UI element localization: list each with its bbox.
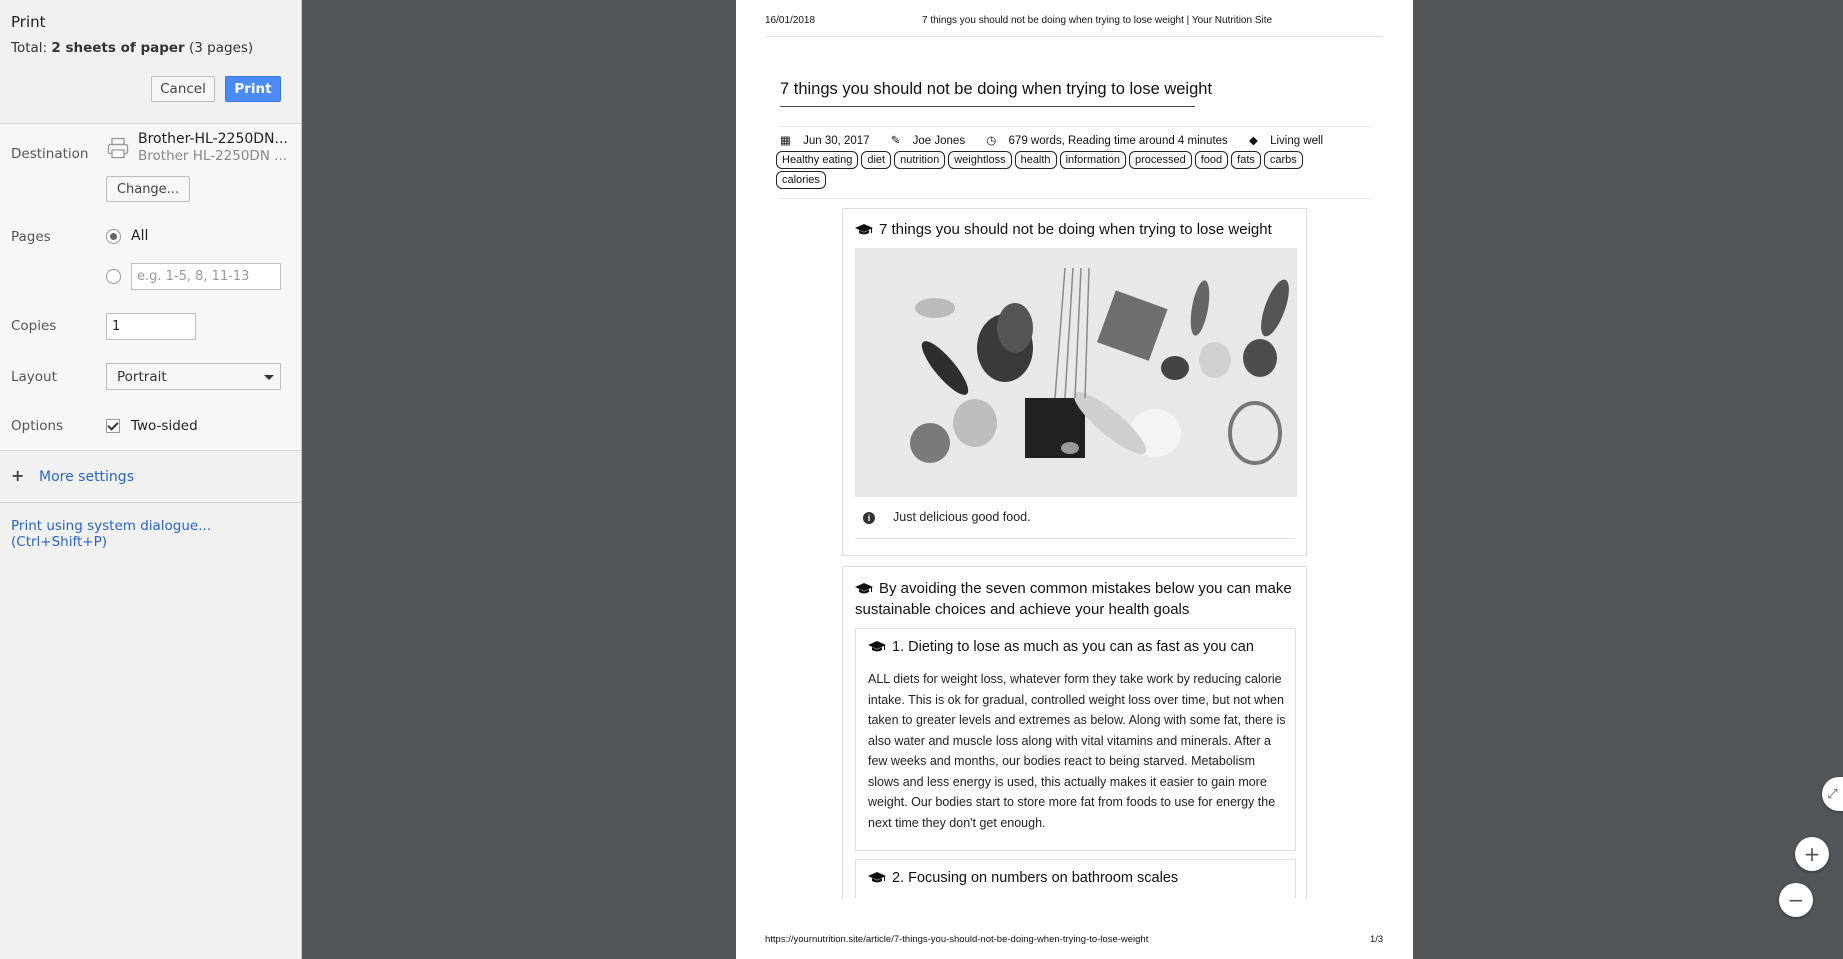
print-preview-page [736,0,1413,959]
image-card [842,208,1307,556]
meta-author [891,135,974,147]
page-header-date: 16/01/2018 [765,15,816,26]
more-settings-link[interactable] [11,466,134,485]
two-sided-label: Two-sided [131,418,198,434]
card-heading-text: 7 things you should not be doing when trying to lose weight [879,221,1272,238]
pages-label: Pages [11,229,51,245]
tag-icon: ◆ [1249,135,1258,147]
tag: calories [776,171,826,189]
pages-all-radio[interactable] [106,229,121,244]
section-heading-text: 1. Dieting to lose as much as you can as fast as you can [892,639,1254,655]
tag: information [1060,151,1126,169]
tag: Healthy eating [776,151,858,169]
tag: nutrition [894,151,945,169]
meta-reading [986,135,1237,147]
pages-custom-radio[interactable] [106,269,121,284]
printer-description: Brother HL-2250DN ... [138,148,288,164]
layout-select[interactable] [106,363,281,390]
meta-date-text: Jun 30, 2017 [803,135,870,147]
meta-divider [780,198,1371,199]
tag: health [1015,151,1057,169]
clock-icon: ◷ [986,135,997,147]
graduation-cap-icon [855,583,873,594]
page-footer-area [736,898,1413,959]
tag: diet [861,151,891,169]
divider [0,450,301,451]
print-summary [11,40,253,56]
more-settings-label: More settings [39,469,134,485]
tag: carbs [1264,151,1303,169]
page-header-title: 7 things you should not be doing when trying to lose weight | Your Nutrition Site [922,15,1273,26]
zoom-in-icon[interactable]: + [1795,837,1829,871]
print-sidebar [0,0,302,959]
options-label: Options [11,418,64,434]
header-divider [766,36,1383,37]
image-caption-text: Just delicious good food. [893,510,1031,524]
calendar-icon: ▦ [780,135,791,147]
chevron-down-icon [264,375,274,380]
meta-category [1249,135,1332,147]
print-title: Print [11,13,46,31]
section-heading [868,870,1178,886]
food-photo [855,248,1297,497]
card-heading [855,578,1295,620]
printer-icon [106,136,130,160]
pages-all-label: All [131,228,149,244]
layout-value: Portrait [117,368,167,385]
graduation-cap-icon [868,872,886,883]
cancel-button[interactable]: Cancel [151,76,215,102]
tag: food [1195,151,1228,169]
image-caption [863,510,1031,524]
tag: processed [1129,151,1192,169]
destination-label: Destination [11,146,89,162]
meta-reading-text: 679 words, Reading time around 4 minutes [1008,135,1228,147]
pages-custom-input[interactable] [131,263,281,290]
zoom-out-icon[interactable]: − [1779,883,1813,917]
section-heading [868,639,1254,655]
summary-pages: (3 pages) [184,40,254,56]
title-divider [780,126,1371,127]
system-dialog-label: Print using system dialogue... [11,518,212,534]
graduation-cap-icon [868,641,886,652]
card-heading [855,219,1272,240]
page-footer-url: https://yournutrition.site/article/7-things-you-should-not-be-doing-when-trying-to-lose-weight [765,934,1149,945]
pencil-icon: ✎ [890,135,901,147]
page-footer-number: 1/3 [1370,934,1384,945]
graduation-cap-icon [855,224,873,235]
section-body: ALL diets for weight loss, whatever form they take work by reducing calorie intake. This is ok for gradual, controlled weight loss over time, but not when taken to greater levels and extremes as below. Along with some fat, there is also water and muscle loss along with vital vitamins and minerals. After a few weeks and months, our bodies react to being starved. Metabolism slows and less energy is used, this actually makes it easier to gain more weight. Our bodies start to store more fat from foods to use for energy the next time they don't get enough. [868,672,1286,830]
meta-author-text: Joe Jones [912,135,966,147]
meta-category-text: Living well [1270,135,1324,147]
info-icon: i [863,512,875,524]
article-title: 7 things you should not be doing when trying to lose weight [780,80,1213,98]
change-destination-button[interactable]: Change... [106,176,190,202]
tag: weightloss [948,151,1011,169]
plus-icon: + [11,466,25,485]
divider [0,502,301,503]
caption-divider [855,538,1295,539]
title-underline [780,106,1195,107]
fit-to-page-icon[interactable]: ⤢ [1822,777,1843,811]
copies-label: Copies [11,318,57,334]
layout-label: Layout [11,369,57,385]
article-meta [780,133,1341,147]
copies-input[interactable] [106,313,196,340]
tag: fats [1231,151,1261,169]
summary-prefix: Total: [11,40,52,56]
printer-name: Brother-HL-2250DN... [138,131,288,147]
two-sided-checkbox[interactable] [106,419,120,433]
section-heading-text: 2. Focusing on numbers on bathroom scales [892,870,1179,886]
meta-date [780,135,879,147]
section-card [855,628,1296,851]
system-dialog-shortcut: (Ctrl+Shift+P) [11,534,108,550]
print-button[interactable]: Print [225,76,281,102]
system-dialog-link[interactable] [11,518,211,550]
card-heading-text: By avoiding the seven common mistakes below you can make sustainable choices and achieve your health goals [855,580,1292,618]
summary-sheets: 2 sheets of paper [51,40,185,56]
tag-list [776,151,1336,189]
